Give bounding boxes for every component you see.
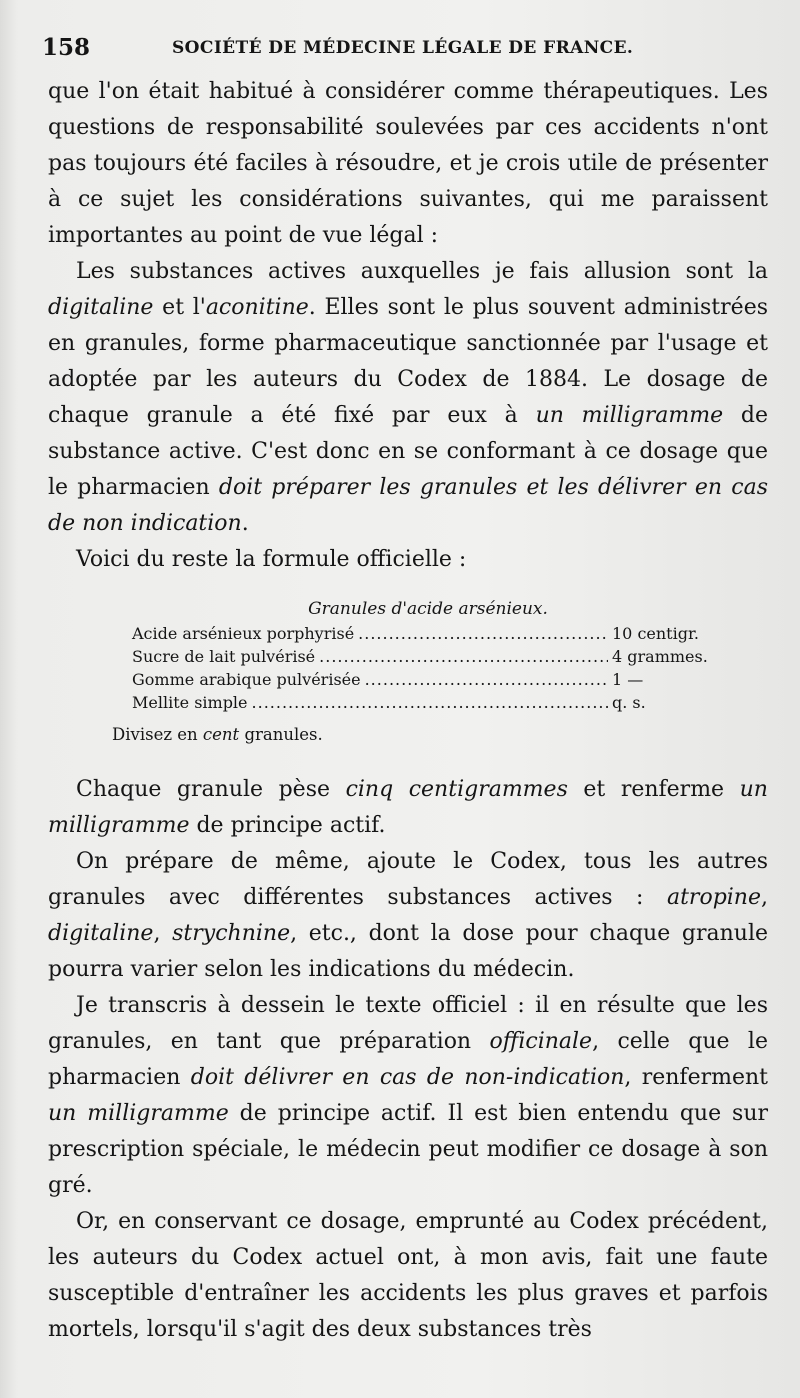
- ingredient-row: Gomme arabique pulvérisée ..... 1 —: [132, 668, 732, 691]
- page-header: [42, 34, 782, 64]
- paragraph-3: Voici du reste la formule officielle :: [76, 547, 467, 572]
- ingredient-row: Sucre de lait pulvérisé ..... 4 grammes.: [132, 645, 732, 668]
- formula-title: Granules d'acide arsénieux.: [308, 599, 548, 619]
- paragraph-6: Je transcris à dessein le texte officiel : il en résulte que les granules, en tant que préparation officinale, celle que le pharmacien doit délivrer en cas de non-indication, renferment un milligramme de principe actif. Il est bien entendu que sur prescription spéciale, le médecin peut modifier ce dosage à son gré.: [48, 993, 769, 1198]
- running-head: SOCIÉTÉ DE MÉDECINE LÉGALE DE FRANCE.: [172, 38, 634, 58]
- paragraph-7: Or, en conservant ce dosage, emprunté au Codex précédent, les auteurs du Codex actuel ont, à mon avis, fait une faute susceptible d'entraîner les accidents les plus graves et parfois mortels, lorsqu'il s'agit des deux substances très: [48, 1209, 768, 1342]
- paragraph-5: On prépare de même, ajoute le Codex, tous les autres granules avec différentes substances actives : atropine, digitaline, strychnine, etc., dont la dose pour chaque granule pourra varier selon les indications du médecin.: [48, 849, 768, 982]
- body-text: [48, 74, 768, 1348]
- paragraph-1: que l'on était habitué à considérer comme thérapeutiques. Les questions de responsabilité soulevées par ces accidents n'ont pas toujours été faciles à résoudre, et je crois utile de présenter à ce sujet les considérations suivantes, qui me paraissent importantes au point de vue légal :: [48, 79, 768, 248]
- ingredient-list: [132, 622, 732, 714]
- page-number: 158: [42, 34, 91, 61]
- ingredient-row: Acide arsénieux porphyrisé ..... 10 centigr.: [132, 622, 732, 645]
- formula-block: [48, 596, 768, 750]
- paragraph-4: Chaque granule pèse cinq centigrammes et renferme un milligramme de principe actif.: [48, 777, 768, 838]
- ingredient-row: Mellite simple ..... q. s.: [132, 691, 732, 714]
- formula-footer: Divisez en cent granules.: [112, 725, 323, 744]
- paragraph-2: Les substances actives auxquelles je fais allusion sont la digitaline et l'aconitine. Elles sont le plus souvent administrées en granules, forme pharmaceutique sanctionnée par l'usage et adoptée par les auteurs du Codex de 1884. Le dosage de chaque granule a été fixé par eux à un milligramme de substance active. C'est donc en se conformant à ce dosage que le pharmacien doit préparer les granules et les délivrer en cas de non indication.: [48, 259, 769, 536]
